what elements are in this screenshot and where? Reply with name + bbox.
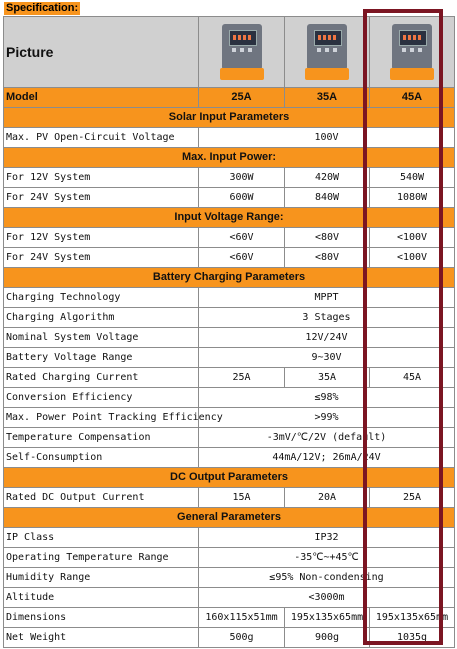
spec-heading: Specification: [6, 2, 79, 14]
row-value: 500g [199, 628, 285, 648]
model-label: Model [4, 88, 199, 108]
table-row [4, 548, 455, 568]
row-value: ≤98% [199, 388, 455, 408]
row-value: 300W [199, 168, 285, 188]
row-label: Rated Charging Current [4, 368, 199, 388]
row-value: 9~30V [199, 348, 455, 368]
row-value: 44mA/12V; 26mA/24V [199, 448, 455, 468]
row-value: 12V/24V [199, 328, 455, 348]
row-value: 20A [285, 488, 370, 508]
model-35a: 35A [285, 88, 370, 108]
row-label: Charging Algorithm [4, 308, 199, 328]
picture-row [4, 17, 455, 88]
row-value: 195x135x65mm [370, 608, 455, 628]
row-value: <80V [285, 228, 370, 248]
section-header [4, 148, 455, 168]
row-label: Max. Power Point Tracking Efficiency [4, 408, 199, 428]
row-label: Rated DC Output Current [4, 488, 199, 508]
table-row [4, 528, 455, 548]
row-value: 540W [370, 168, 455, 188]
controller-image [392, 24, 432, 80]
section-header [4, 108, 455, 128]
row-value: <80V [285, 248, 370, 268]
row-value: 1080W [370, 188, 455, 208]
table-row [4, 348, 455, 368]
table-row [4, 408, 455, 428]
table-row [4, 568, 455, 588]
section-solar: Solar Input Parameters [4, 108, 455, 128]
row-label: For 24V System [4, 188, 199, 208]
section-max-power: Max. Input Power: [4, 148, 455, 168]
row-value: 25A [370, 488, 455, 508]
row-value: <3000m [199, 588, 455, 608]
row-value: 900g [285, 628, 370, 648]
table-row [4, 608, 455, 628]
row-label: Altitude [4, 588, 199, 608]
model-25a: 25A [199, 88, 285, 108]
row-label: Humidity Range [4, 568, 199, 588]
controller-image [222, 24, 262, 80]
row-value: -35℃~+45℃ [199, 548, 455, 568]
table-row [4, 448, 455, 468]
table-row [4, 168, 455, 188]
table-row [4, 368, 455, 388]
section-header [4, 268, 455, 288]
row-label: Net Weight [4, 628, 199, 648]
row-label: For 24V System [4, 248, 199, 268]
table-row [4, 308, 455, 328]
row-label: Nominal System Voltage [4, 328, 199, 348]
product-image-35a [285, 17, 370, 88]
row-value: 35A [285, 368, 370, 388]
table-row [4, 188, 455, 208]
model-row [4, 88, 455, 108]
controller-image [307, 24, 347, 80]
row-label: Temperature Compensation [4, 428, 199, 448]
row-value: 600W [199, 188, 285, 208]
row-value: 840W [285, 188, 370, 208]
table-row [4, 588, 455, 608]
row-value: 25A [199, 368, 285, 388]
table-row [4, 628, 455, 648]
row-value: MPPT [199, 288, 455, 308]
section-dc-output: DC Output Parameters [4, 468, 455, 488]
row-value: <60V [199, 228, 285, 248]
table-row [4, 428, 455, 448]
row-value: 195x135x65mm [285, 608, 370, 628]
product-image-25a [199, 17, 285, 88]
section-voltage-range: Input Voltage Range: [4, 208, 455, 228]
model-45a: 45A [370, 88, 455, 108]
section-battery: Battery Charging Parameters [4, 268, 455, 288]
row-label: IP Class [4, 528, 199, 548]
section-general: General Parameters [4, 508, 455, 528]
row-label: Dimensions [4, 608, 199, 628]
row-label: Max. PV Open-Circuit Voltage [4, 128, 199, 148]
table-row [4, 328, 455, 348]
row-label: Charging Technology [4, 288, 199, 308]
picture-label: Picture [4, 17, 199, 88]
section-header [4, 508, 455, 528]
row-label: For 12V System [4, 168, 199, 188]
row-value: 1035g [370, 628, 455, 648]
row-label: Conversion Efficiency [4, 388, 199, 408]
row-value: 420W [285, 168, 370, 188]
row-value: IP32 [199, 528, 455, 548]
table-row [4, 128, 455, 148]
row-label: Operating Temperature Range [4, 548, 199, 568]
row-value: >99% [199, 408, 455, 428]
row-value: -3mV/℃/2V (default) [199, 428, 455, 448]
row-value: <60V [199, 248, 285, 268]
table-row [4, 388, 455, 408]
row-value: ≤95% Non-condensing [199, 568, 455, 588]
section-header [4, 468, 455, 488]
row-value: 160x115x51mm [199, 608, 285, 628]
row-label: Battery Voltage Range [4, 348, 199, 368]
row-value: 45A [370, 368, 455, 388]
row-value: 3 Stages [199, 308, 455, 328]
product-image-45a [370, 17, 455, 88]
spec-table [3, 16, 455, 648]
table-row [4, 488, 455, 508]
row-value: <100V [370, 228, 455, 248]
section-header [4, 208, 455, 228]
row-value: <100V [370, 248, 455, 268]
row-value: 100V [199, 128, 455, 148]
row-value: 15A [199, 488, 285, 508]
row-label: Self-Consumption [4, 448, 199, 468]
row-label: For 12V System [4, 228, 199, 248]
table-row [4, 248, 455, 268]
table-row [4, 288, 455, 308]
table-row [4, 228, 455, 248]
